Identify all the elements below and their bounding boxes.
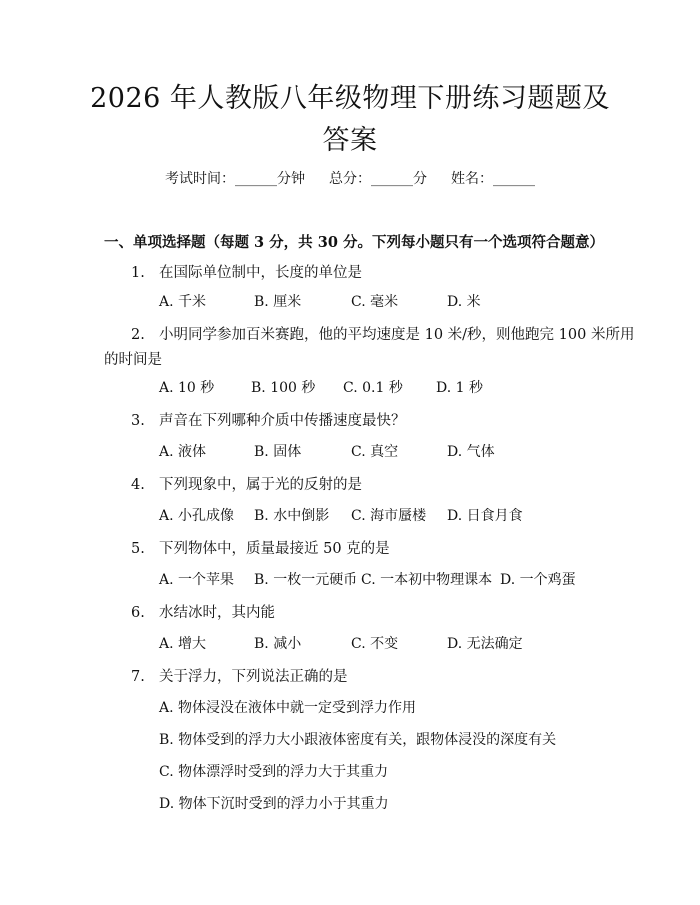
question-text: 关于浮力，下列说法正确的是	[159, 669, 348, 685]
question-1	[131, 261, 362, 282]
option-d: D. 日食月食	[447, 508, 523, 524]
option-a: A. 千米	[159, 294, 207, 310]
question-text: 在国际单位制中，长度的单位是	[159, 265, 362, 281]
option-a: A. 物体浸没在液体中就一定受到浮力作用	[159, 700, 417, 716]
option-a: A. 液体	[159, 444, 207, 460]
option-b: B. 一枚一元硬币	[254, 572, 358, 588]
option-d: D. 物体下沉时受到的浮力小于其重力	[159, 796, 389, 812]
option-a: A. 增大	[159, 636, 207, 652]
option-c: C. 毫米	[351, 294, 399, 310]
option-c: C. 物体漂浮时受到的浮力大于其重力	[159, 764, 389, 780]
question-3	[131, 409, 406, 430]
option-b: B. 固体	[254, 444, 302, 460]
question-number: 6.	[131, 605, 145, 621]
option-a: A. 小孔成像	[159, 508, 235, 524]
question-3-options	[159, 441, 495, 461]
option-c: C. 海市蜃楼	[351, 508, 427, 524]
question-number: 3.	[131, 413, 145, 429]
exam-time: 考试时间：______分钟	[165, 171, 305, 187]
option-a: A. 10 秒	[159, 380, 215, 396]
option-a: A. 一个苹果	[159, 572, 235, 588]
option-c: C. 不变	[351, 636, 399, 652]
question-number: 4.	[131, 477, 145, 493]
question-2-options	[159, 377, 483, 397]
option-c: C. 0.1 秒	[343, 380, 403, 396]
question-5-options	[159, 569, 576, 589]
option-d: D. 米	[447, 294, 481, 310]
question-text: 下列现象中，属于光的反射的是	[159, 477, 362, 493]
question-2-continued: 的时间是	[104, 352, 162, 368]
question-number: 2.	[131, 327, 145, 343]
question-5	[131, 537, 390, 558]
student-name: 姓名：______	[451, 171, 535, 187]
question-number: 5.	[131, 541, 145, 557]
question-6	[131, 601, 275, 622]
option-c: C. 真空	[351, 444, 399, 460]
question-4-options	[159, 505, 523, 525]
option-d: D. 无法确定	[447, 636, 523, 652]
question-text: 水结冰时，其内能	[159, 605, 275, 621]
option-b: B. 物体受到的浮力大小跟液体密度有关，跟物体浸没的深度有关	[159, 732, 557, 748]
question-1-options	[159, 291, 481, 311]
question-text: 下列物体中，质量最接近 50 克的是	[159, 541, 390, 557]
exam-info	[0, 168, 700, 188]
option-b: B. 厘米	[254, 294, 302, 310]
option-c: C. 一本初中物理课本	[361, 572, 493, 588]
question-2	[131, 323, 634, 344]
question-text: 声音在下列哪种介质中传播速度最快？	[159, 413, 406, 429]
exam-score: 总分：______分	[329, 171, 427, 187]
question-number: 1.	[131, 265, 145, 281]
question-number: 7.	[131, 669, 145, 685]
option-b: B. 水中倒影	[254, 508, 330, 524]
question-7	[131, 665, 348, 686]
option-d: D. 气体	[447, 444, 495, 460]
question-text: 小明同学参加百米赛跑，他的平均速度是 10 米/秒，则他跑完 100 米所用	[159, 327, 635, 343]
question-6-options	[159, 633, 523, 653]
section-heading: 一、单项选择题（每题 3 分，共 30 分。下列每小题只有一个选项符合题意）	[104, 234, 604, 251]
option-b: B. 减小	[254, 636, 302, 652]
option-d: D. 1 秒	[436, 380, 483, 396]
page-title: 2026 年人教版八年级物理下册练习题题及答案	[90, 83, 610, 156]
question-4	[131, 473, 362, 494]
option-b: B. 100 秒	[251, 380, 316, 396]
option-d: D. 一个鸡蛋	[500, 572, 576, 588]
